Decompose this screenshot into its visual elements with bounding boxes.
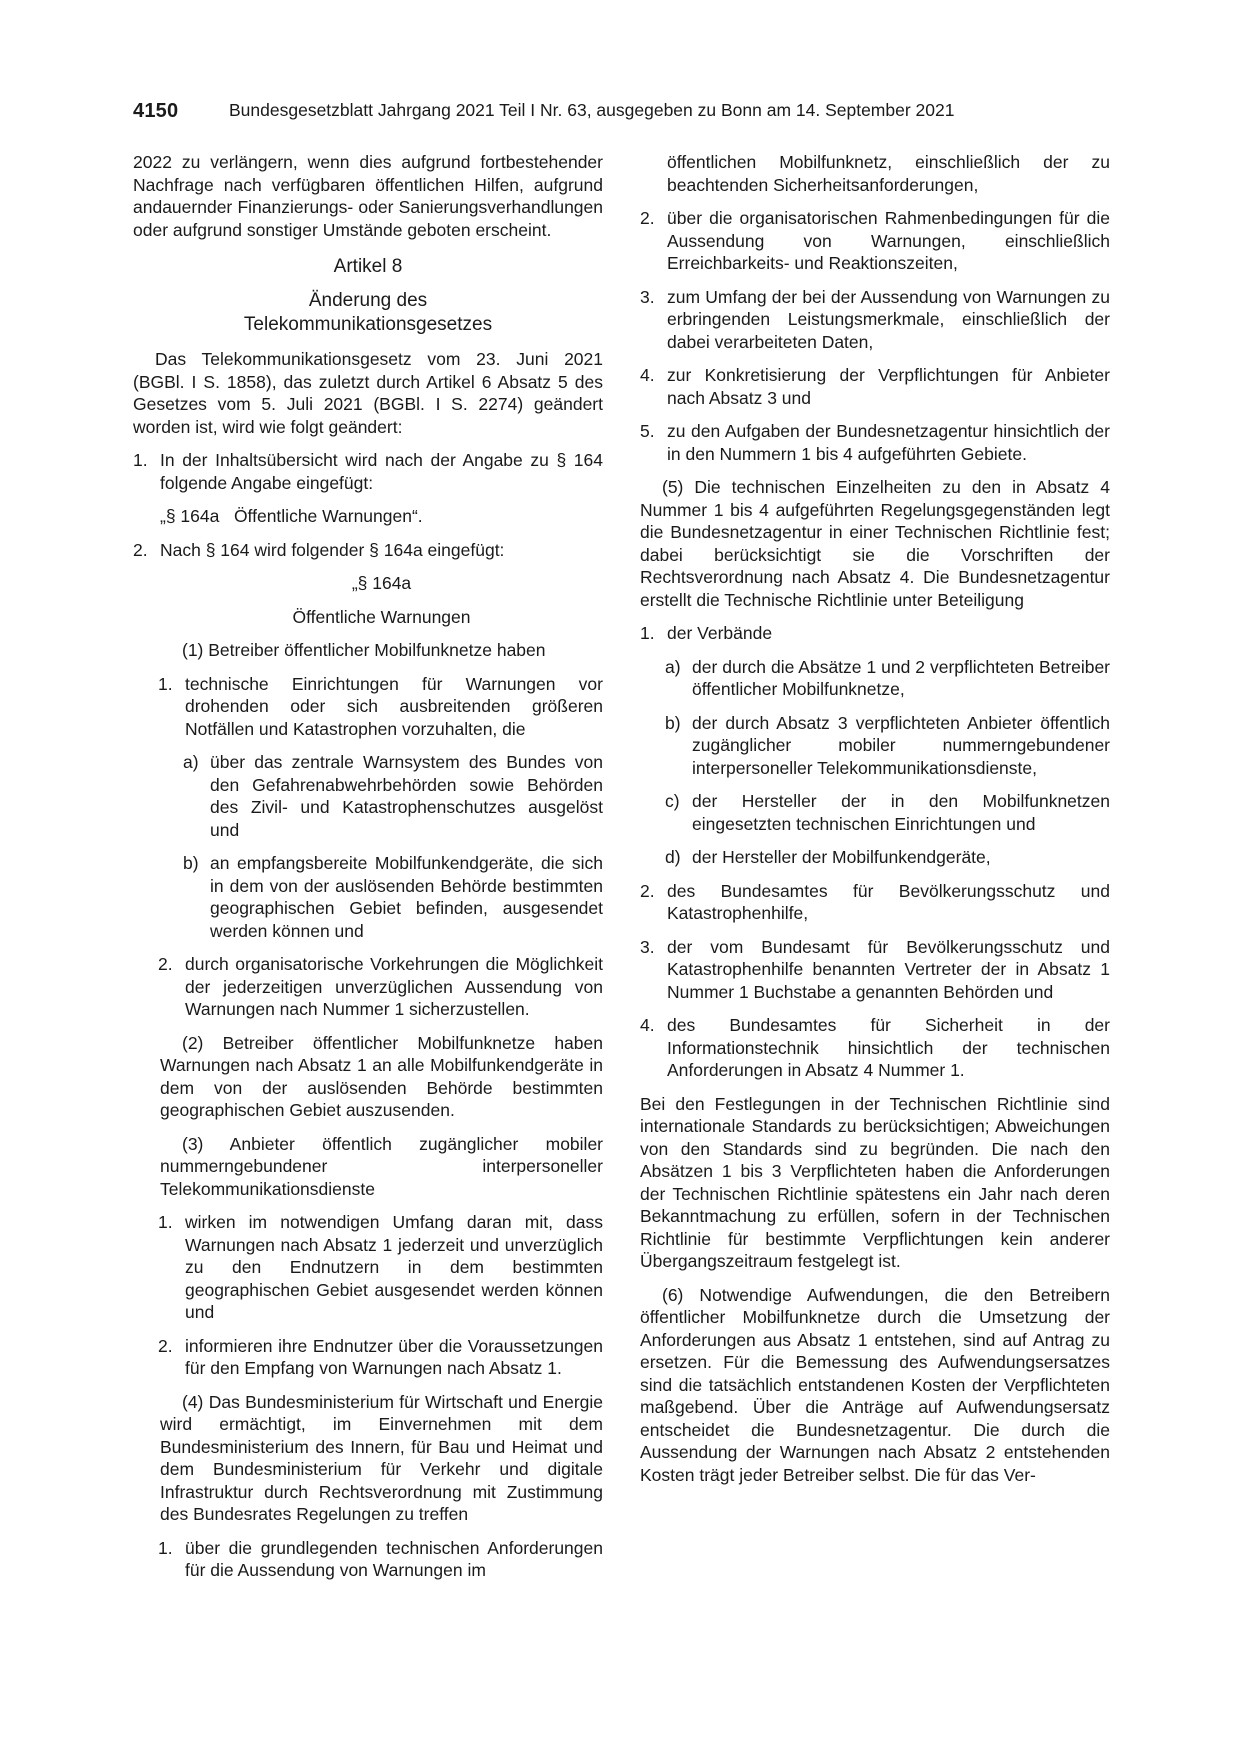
absatz-1-item-1b	[133, 852, 603, 942]
item-number: 1.	[158, 1537, 173, 1558]
absatz-6: (6) Notwendige Aufwendungen, die den Betreibern öffentlicher Mobilfunknetze durch die Umsetzung der Anforderungen aus Absatz 1 entstehen, sind auf Antrag zu ersetzen. Für die Bemessung des Aufwendungsersatzes sind die tatsächlich entstandenen Kosten der Verpflichteten maßgebend. Über die Anträge auf Aufwendungsersatz entscheidet die Bundesnetzagentur. Die durch die Aussendung der Warnungen nach Absatz 2 entstehenden Kosten trägt jeder Betreiber selbst. Die für das Ver-	[640, 1284, 1110, 1485]
absatz-4: (4) Das Bundesministerium für Wirtschaft und Energie wird ermächtigt, im Einvernehmen mit dem Bundesministerium des Innern, für Bau und Heimat und dem Bundesministerium für Verkehr und digitale Infrastruktur durch Rechtsverordnung mit Zustimmung des Bundesrates Regelungen zu treffen	[160, 1391, 603, 1524]
item-letter: d)	[665, 847, 681, 867]
item-number: 2.	[640, 208, 655, 228]
absatz-4-item-5	[640, 420, 1110, 465]
absatz-1-item-2	[133, 953, 603, 1021]
absatz-5: (5) Die technischen Einzelheiten zu den in Absatz 4 Nummer 1 bis 4 aufgeführten Regelungsgegenständen legt die Bundesnetzagentur in einer Technischen Richtlinie fest; dabei berücksichtigt sie die Vorschriften der Rechtsverordnung nach Absatz 4. Die Bundesnetzagentur erstellt die Technische Richtlinie unter Beteiligung	[640, 477, 1110, 610]
item-number: 4.	[640, 365, 655, 385]
item-text: durch organisatorische Vorkehrungen die Möglichkeit der jederzeitigen unverzüglichen Aussendung von Warnungen nach Nummer 1 sicherzustellen.	[185, 954, 603, 1019]
item-number: 1.	[158, 1212, 173, 1232]
item-text: informieren ihre Endnutzer über die Voraussetzungen für den Empfang von Warnungen nach Absatz 1.	[185, 1335, 603, 1378]
item-number: 2.	[158, 954, 173, 974]
item-letter: b)	[665, 712, 681, 733]
item-text: der durch die Absätze 1 und 2 verpflichteten Betreiber öffentlicher Mobilfunknetze,	[692, 656, 1110, 699]
item-text: der Hersteller der Mobilfunkendgeräte,	[692, 847, 991, 867]
item-number: 4.	[640, 1015, 655, 1035]
article-subtitle-2: Telekommunikationsgesetzes	[243, 314, 493, 335]
absatz-5-item-1	[640, 622, 1110, 645]
left-column	[133, 151, 603, 1582]
running-title: Bundesgesetzblatt Jahrgang 2021 Teil I Nr. 63, ausgegeben zu Bonn am 14. September 2021	[229, 100, 955, 120]
item-number: 2.	[158, 1335, 173, 1356]
intro-paragraph: 2022 zu verlängern, wenn dies aufgrund fortbestehender Nachfrage nach verfügbaren öffentlichen Hilfen, aufgrund andauernder Finanzierungs- oder Sanierungsverhandlungen oder aufgrund sonstiger Umstände geboten erscheint.	[133, 152, 603, 240]
article-title: Artikel 8	[333, 256, 403, 277]
item-number: 1.	[158, 673, 173, 694]
absatz-5-item-4	[640, 1014, 1110, 1082]
absatz-3-item-1	[133, 1211, 603, 1324]
section-heading: „§ 164a	[351, 573, 412, 593]
item-text: technische Einrichtungen für Warnungen vor drohenden oder sich ausbreitenden größeren Notfällen und Katastrophen vorzuhalten, die	[185, 673, 603, 739]
item-text: über die grundlegenden technischen Anforderungen für die Aussendung von Warnungen im	[185, 1537, 603, 1580]
absatz-1-item-1a	[133, 751, 603, 841]
item-text: zu den Aufgaben der Bundesnetzagentur hinsichtlich der in den Nummern 1 bis 4 aufgeführten Gebiete.	[667, 421, 1110, 464]
absatz-1-item-1	[133, 673, 603, 741]
absatz-5-item-1a	[640, 656, 1110, 701]
item-text: der vom Bundesamt für Bevölkerungsschutz und Katastrophenhilfe benannten Vertreter der in Absatz 1 Nummer 1 Buchstabe a genannten Behörden und	[667, 936, 1110, 1002]
item-letter: c)	[665, 791, 680, 811]
absatz-4-item-2	[640, 207, 1110, 275]
item-text: über die organisatorischen Rahmenbedingungen für die Aussendung von Warnungen, einschließlich Erreichbarkeits- und Reaktionszeiten,	[667, 208, 1110, 273]
absatz-4-item-3	[640, 286, 1110, 354]
page-number: 4150	[133, 100, 179, 122]
item-text: des Bundesamtes für Sicherheit in der Informationstechnik hinsichtlich der technischen Anforderungen in Absatz 4 Nummer 1.	[667, 1015, 1110, 1080]
item-letter: a)	[665, 656, 681, 677]
amendment-item-2	[133, 539, 603, 562]
page-header	[133, 100, 1113, 130]
absatz-4-item-4	[640, 364, 1110, 409]
absatz-3-item-2	[133, 1335, 603, 1380]
item-text: zum Umfang der bei der Aussendung von Warnungen zu erbringenden Leistungsmerkmale, einschließlich der dabei verarbeiteten Daten,	[667, 286, 1110, 352]
inserted-toc-entry: „§ 164a Öffentliche Warnungen“.	[160, 506, 423, 526]
preamble: Das Telekommunikationsgesetz vom 23. Juni 2021 (BGBl. I S. 1858), das zuletzt durch Artikel 6 Absatz 5 des Gesetzes vom 5. Juli 2021 (BGBl. I S. 2274) geändert worden ist, wird wie folgt geändert:	[133, 349, 603, 437]
item-text: der Hersteller der in den Mobilfunknetzen eingesetzten technischen Einrichtungen und	[692, 791, 1110, 834]
right-column	[640, 151, 1110, 1486]
absatz-5-tail: Bei den Festlegungen in der Technischen Richtlinie sind internationale Standards zu berücksichtigen; Abweichungen von den Standards sind zu begründen. Die nach den Absätzen 1 bis 3 Verpflichteten haben die Anforderungen der Technischen Richtlinie spätestens ein Jahr nach deren Bekanntmachung zu erfüllen, sofern in der Technischen Richtlinie für bestimmte Verpflichtungen kein anderer Übergangszeitraum festgelegt ist.	[640, 1093, 1110, 1271]
item-text: In der Inhaltsübersicht wird nach der Angabe zu § 164 folgende Angabe eingefügt:	[160, 450, 603, 493]
absatz-5-item-3	[640, 936, 1110, 1004]
item-number: 3.	[640, 936, 655, 957]
item-text: der durch Absatz 3 verpflichteten Anbieter öffentlich zugänglicher mobiler nummerngebundener interpersoneller Telekommunikationsdienste,	[692, 712, 1110, 778]
absatz-4-item-1-continued: öffentlichen Mobilfunknetz, einschließlich der zu beachtenden Sicherheitsanforderungen,	[667, 152, 1110, 195]
item-number: 2.	[133, 539, 148, 560]
item-letter: a)	[183, 752, 199, 772]
item-number: 1.	[133, 450, 148, 470]
item-number: 1.	[640, 623, 655, 643]
item-text: der Verbände	[667, 623, 773, 643]
absatz-1: (1) Betreiber öffentlicher Mobilfunknetze haben	[182, 640, 546, 660]
item-number: 5.	[640, 421, 655, 441]
absatz-5-item-1d	[640, 846, 1110, 869]
absatz-4-item-1	[133, 1537, 603, 1582]
absatz-3: (3) Anbieter öffentlich zugänglicher mobiler nummerngebundener interpersoneller Telekommunikationsdienste	[160, 1133, 603, 1199]
item-number: 3.	[640, 286, 655, 307]
item-text: zur Konkretisierung der Verpflichtungen für Anbieter nach Absatz 3 und	[667, 365, 1110, 408]
item-text: des Bundesamtes für Bevölkerungsschutz und Katastrophenhilfe,	[667, 880, 1110, 923]
item-text: an empfangsbereite Mobilfunkendgeräte, die sich in dem von der auslösenden Behörde bestimmten geographischen Gebiet befinden, ausgesendet werden können und	[210, 853, 603, 941]
item-text: Nach § 164 wird folgender § 164a eingefügt:	[160, 539, 505, 560]
item-text: wirken im notwendigen Umfang daran mit, dass Warnungen nach Absatz 1 jederzeit und unverzüglich zu den Endnutzern in dem bestimmten geographischen Gebiet ausgesendet werden können und	[185, 1212, 603, 1322]
item-text: über das zentrale Warnsystem des Bundes von den Gefahrenabwehrbehörden sowie Behörden des Zivil- und Katastrophenschutzes ausgelöst und	[210, 752, 603, 840]
item-number: 2.	[640, 880, 655, 901]
absatz-2: (2) Betreiber öffentlicher Mobilfunknetze haben Warnungen nach Absatz 1 an alle Mobilfunkendgeräte in dem von der auslösenden Behörde bestimmten geographischen Gebiet auszusenden.	[160, 1032, 603, 1120]
amendment-item-1	[133, 449, 603, 494]
article-subtitle-1: Änderung des	[308, 290, 428, 311]
absatz-5-item-2	[640, 880, 1110, 925]
item-letter: b)	[183, 853, 199, 873]
absatz-5-item-1b	[640, 712, 1110, 780]
section-title: Öffentliche Warnungen	[292, 606, 471, 627]
absatz-5-item-1c	[640, 790, 1110, 835]
